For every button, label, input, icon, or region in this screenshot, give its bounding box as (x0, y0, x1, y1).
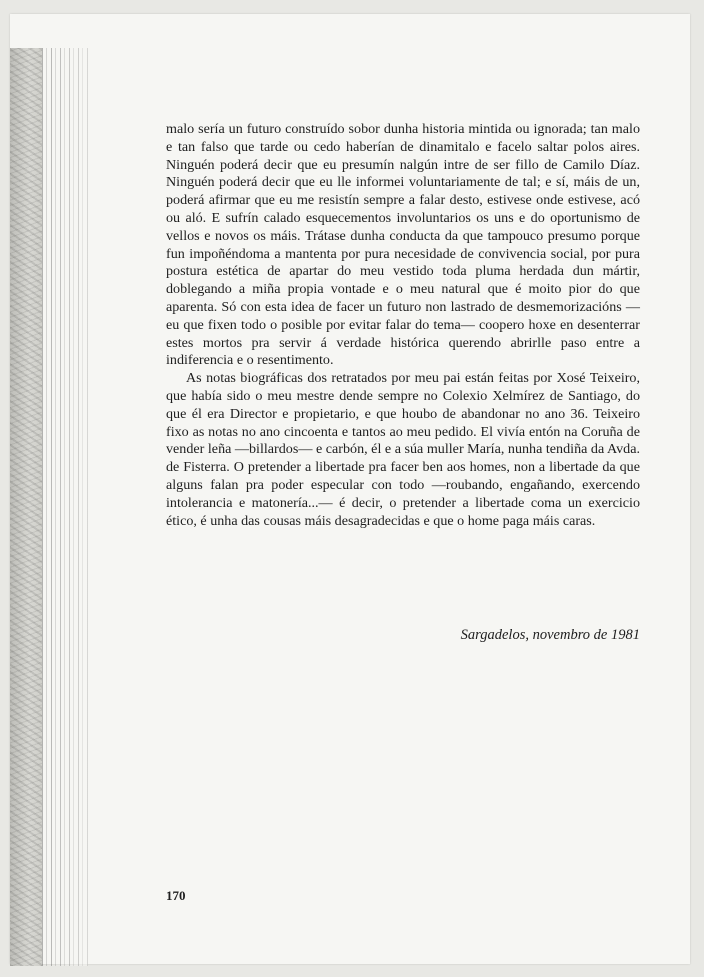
page-number: 170 (166, 888, 186, 903)
place-date-signature: Sargadelos, novembro de 1981 (460, 627, 640, 643)
paragraph-1: malo sería un futuro construído sobor dunha historia mintida ou ignorada; tan malo e tan falso que tarde ou cedo haberían de dinamitalo e facelo saltar polos aires. Ninguén poderá decir que eu presumín nalgún intre de ser fillo de Camilo Díaz. Ninguén poderá decir que eu lle informei voluntariamente de tal; e sí, máis de un, poderá afirmar que eu me resistín sempre a falar desto, estivese onde estivese, acó ou aló. E sufrín calado esquecementos involuntarios os uns e do oportunismo de vellos e novos os máis. Trátase dunha conducta da que tampouco presumo porque fun impoñéndoma a mantenta por pura necesidade de convivencia social, por pura postura estética de apartar do meu vestido toda pluma herdada dun mártir, doblegando a miña propia vontade e o meu natural que é moito pior do que aparenta. Só con esta idea de facer un futuro non lastrado de desmemorizacións —eu que fixen todo o posible por evitar falar do tema— coopero hoxe en desenterrar estes mortos pra servir á verdade histórica querendo abrirlle paso entre a indiferencia e o resentimento. (166, 121, 640, 369)
book-binding (10, 48, 42, 966)
paragraph-2: As notas biográficas dos retratados por meu pai están feitas por Xosé Teixeiro, que había sido o meu mestre dende sempre no Colexio Xelmírez de Santiago, do que él era Director e propietario, e que houbo de abandonar no ano 36. Teixeiro fixo as notas no ano cincoenta e tantos ao meu pedido. El vivía entón na Coruña de vender leña —billardos— e carbón, él e a súa muller María, nunha tendiña da Avda. de Fisterra. O pretender a libertade pra facer ben aos homes, non a libertade da que alguns falan pra poder especular con todo —roubando, engañando, exercendo intolerancia e matonería...— é decir, o pretender a libertade coma un exercicio ético, é unha das cousas máis desagradecidas e que o home paga máis caras. (166, 370, 640, 529)
page-gutter-shade (42, 48, 88, 966)
body-text (166, 121, 640, 530)
